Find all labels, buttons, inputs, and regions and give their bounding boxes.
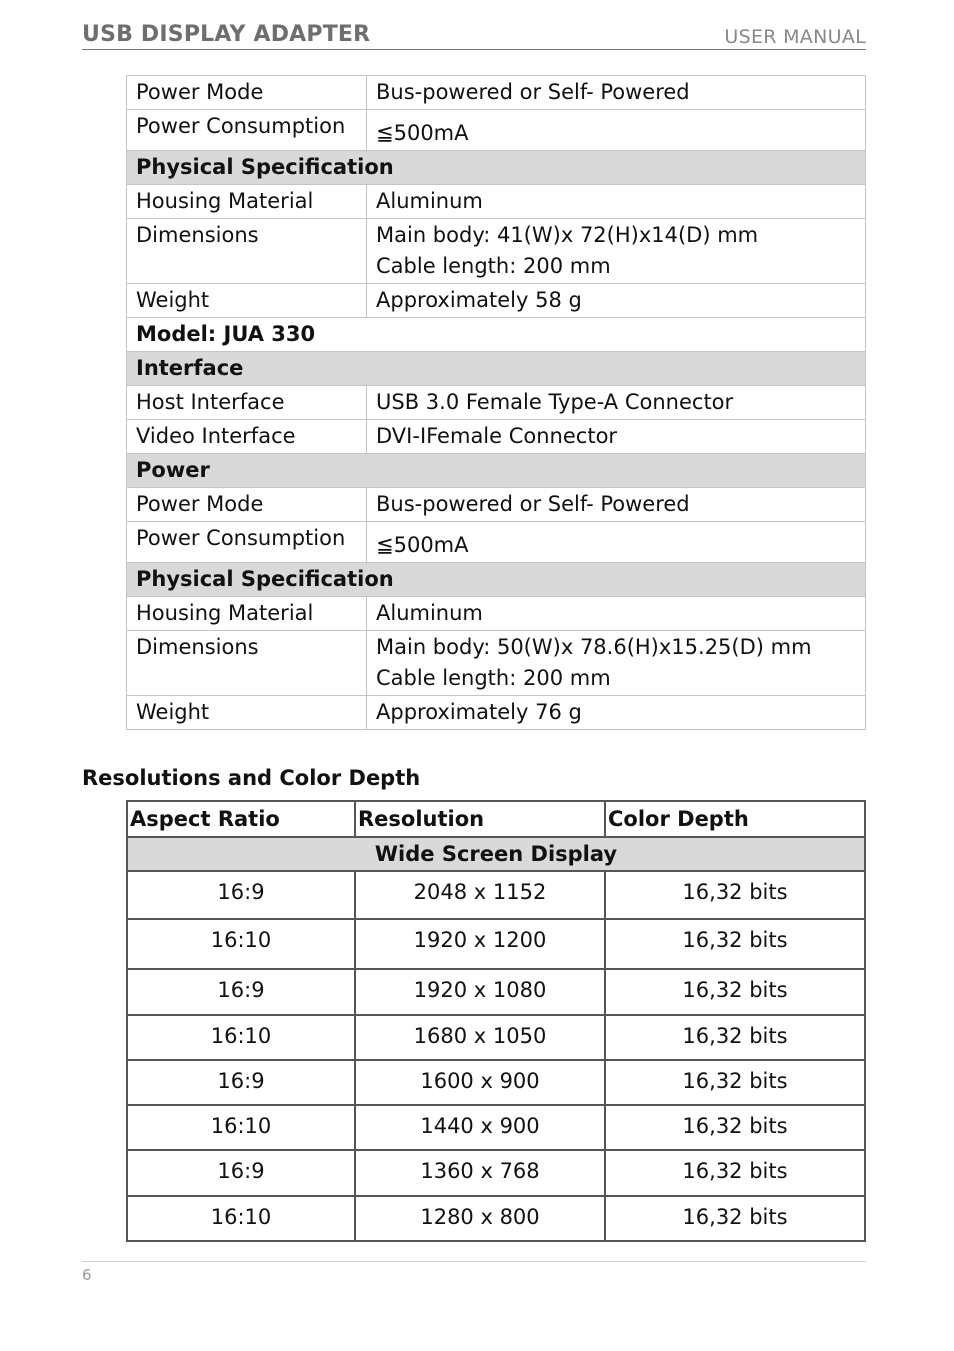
section-header-row bbox=[127, 151, 866, 185]
spec-value-line: Cable length: 200 mm bbox=[376, 666, 611, 690]
spec-label: Power Mode bbox=[127, 76, 367, 110]
spec-value bbox=[367, 522, 866, 563]
model-name: Model: JUA 330 bbox=[127, 318, 866, 352]
color-depth-cell: 16,32 bits bbox=[605, 969, 865, 1015]
aspect-ratio-cell: 16:10 bbox=[127, 1105, 355, 1150]
spec-row bbox=[127, 522, 866, 563]
color-depth-cell: 16,32 bits bbox=[605, 1015, 865, 1060]
color-depth-cell: 16,32 bits bbox=[605, 1105, 865, 1150]
spec-value-line: USB 3.0 Female Type-A Connector bbox=[376, 390, 734, 414]
resolution-row bbox=[127, 1060, 865, 1105]
model-row bbox=[127, 318, 866, 352]
resolution-row bbox=[127, 919, 865, 969]
resolutions-header-row bbox=[127, 801, 865, 837]
spec-value-line: Bus-powered or Self- Powered bbox=[376, 492, 690, 516]
spec-value bbox=[367, 420, 866, 454]
aspect-ratio-cell: 16:9 bbox=[127, 969, 355, 1015]
page-header bbox=[82, 20, 866, 50]
resolution-cell: 1920 x 1080 bbox=[355, 969, 605, 1015]
spec-value-line: Bus-powered or Self- Powered bbox=[376, 80, 690, 104]
section-header-row bbox=[127, 454, 866, 488]
spec-value-line: Main body: 41(W)x 72(H)x14(D) mm bbox=[376, 223, 759, 247]
spec-value-line: Approximately 76 g bbox=[376, 700, 582, 724]
spec-value bbox=[367, 386, 866, 420]
spec-row bbox=[127, 488, 866, 522]
spec-label: Power Mode bbox=[127, 488, 367, 522]
aspect-ratio-cell: 16:9 bbox=[127, 871, 355, 919]
spec-row bbox=[127, 597, 866, 631]
spec-label: Power Consumption bbox=[127, 110, 367, 151]
spec-value-line: Approximately 58 g bbox=[376, 288, 582, 312]
resolution-row bbox=[127, 969, 865, 1015]
color-depth-cell: 16,32 bits bbox=[605, 919, 865, 969]
page-number: 6 bbox=[82, 1266, 92, 1284]
spec-label: Dimensions bbox=[127, 631, 367, 696]
specification-table-body bbox=[127, 76, 866, 730]
spec-row bbox=[127, 110, 866, 151]
spec-label: Housing Material bbox=[127, 185, 367, 219]
resolution-cell: 2048 x 1152 bbox=[355, 871, 605, 919]
resolutions-table-body bbox=[127, 837, 865, 1241]
spec-value bbox=[367, 631, 866, 696]
resolution-cell: 1440 x 900 bbox=[355, 1105, 605, 1150]
color-depth-cell: 16,32 bits bbox=[605, 1196, 865, 1241]
specification-table bbox=[126, 75, 866, 730]
resolutions-table bbox=[126, 800, 866, 1242]
spec-value bbox=[367, 696, 866, 730]
section-header-row bbox=[127, 563, 866, 597]
column-header-resolution: Resolution bbox=[355, 801, 605, 837]
spec-label: Power Consumption bbox=[127, 522, 367, 563]
spec-label: Dimensions bbox=[127, 219, 367, 284]
spec-value-line: ≦500mA bbox=[376, 121, 469, 145]
section-title: Interface bbox=[127, 352, 866, 386]
spec-value-line: DVI-IFemale Connector bbox=[376, 424, 618, 448]
resolution-row bbox=[127, 1196, 865, 1241]
section-header-row bbox=[127, 352, 866, 386]
section-title: Physical Specification bbox=[127, 151, 866, 185]
aspect-ratio-cell: 16:9 bbox=[127, 1060, 355, 1105]
spec-row bbox=[127, 185, 866, 219]
resolution-cell: 1360 x 768 bbox=[355, 1150, 605, 1196]
color-depth-cell: 16,32 bits bbox=[605, 1150, 865, 1196]
spec-row bbox=[127, 696, 866, 730]
spec-label: Video Interface bbox=[127, 420, 367, 454]
spec-row bbox=[127, 76, 866, 110]
spec-row bbox=[127, 284, 866, 318]
color-depth-cell: 16,32 bits bbox=[605, 871, 865, 919]
section-title: Power bbox=[127, 454, 866, 488]
spec-value-line: ≦500mA bbox=[376, 533, 469, 557]
document-subtitle: USER MANUAL bbox=[724, 26, 866, 48]
spec-value-line: Aluminum bbox=[376, 189, 483, 213]
resolution-cell: 1680 x 1050 bbox=[355, 1015, 605, 1060]
column-header-aspect-ratio: Aspect Ratio bbox=[127, 801, 355, 837]
aspect-ratio-cell: 16:10 bbox=[127, 1015, 355, 1060]
spec-value bbox=[367, 76, 866, 110]
document-title: USB DISPLAY ADAPTER bbox=[82, 22, 371, 47]
resolution-row bbox=[127, 871, 865, 919]
aspect-ratio-cell: 16:10 bbox=[127, 919, 355, 969]
spec-label: Weight bbox=[127, 284, 367, 318]
resolution-cell: 1280 x 800 bbox=[355, 1196, 605, 1241]
spec-value bbox=[367, 488, 866, 522]
spec-label: Host Interface bbox=[127, 386, 367, 420]
spec-value-line: Aluminum bbox=[376, 601, 483, 625]
spec-value bbox=[367, 597, 866, 631]
aspect-ratio-cell: 16:9 bbox=[127, 1150, 355, 1196]
spec-value bbox=[367, 185, 866, 219]
subheader-label: Wide Screen Display bbox=[127, 837, 865, 871]
spec-row bbox=[127, 420, 866, 454]
aspect-ratio-cell: 16:10 bbox=[127, 1196, 355, 1241]
spec-row bbox=[127, 219, 866, 284]
spec-value bbox=[367, 219, 866, 284]
resolution-row bbox=[127, 1150, 865, 1196]
column-header-color-depth: Color Depth bbox=[605, 801, 865, 837]
spec-value-line: Cable length: 200 mm bbox=[376, 254, 611, 278]
spec-label: Weight bbox=[127, 696, 367, 730]
spec-label: Housing Material bbox=[127, 597, 367, 631]
section-title: Physical Specification bbox=[127, 563, 866, 597]
resolutions-title: Resolutions and Color Depth bbox=[82, 766, 421, 790]
subheader-row bbox=[127, 837, 865, 871]
spec-value-line: Main body: 50(W)x 78.6(H)x15.25(D) mm bbox=[376, 635, 812, 659]
spec-value bbox=[367, 110, 866, 151]
color-depth-cell: 16,32 bits bbox=[605, 1060, 865, 1105]
spec-row bbox=[127, 386, 866, 420]
resolution-row bbox=[127, 1105, 865, 1150]
resolution-row bbox=[127, 1015, 865, 1060]
resolution-cell: 1600 x 900 bbox=[355, 1060, 605, 1105]
spec-row bbox=[127, 631, 866, 696]
resolution-cell: 1920 x 1200 bbox=[355, 919, 605, 969]
spec-value bbox=[367, 284, 866, 318]
page-footer bbox=[82, 1261, 866, 1284]
